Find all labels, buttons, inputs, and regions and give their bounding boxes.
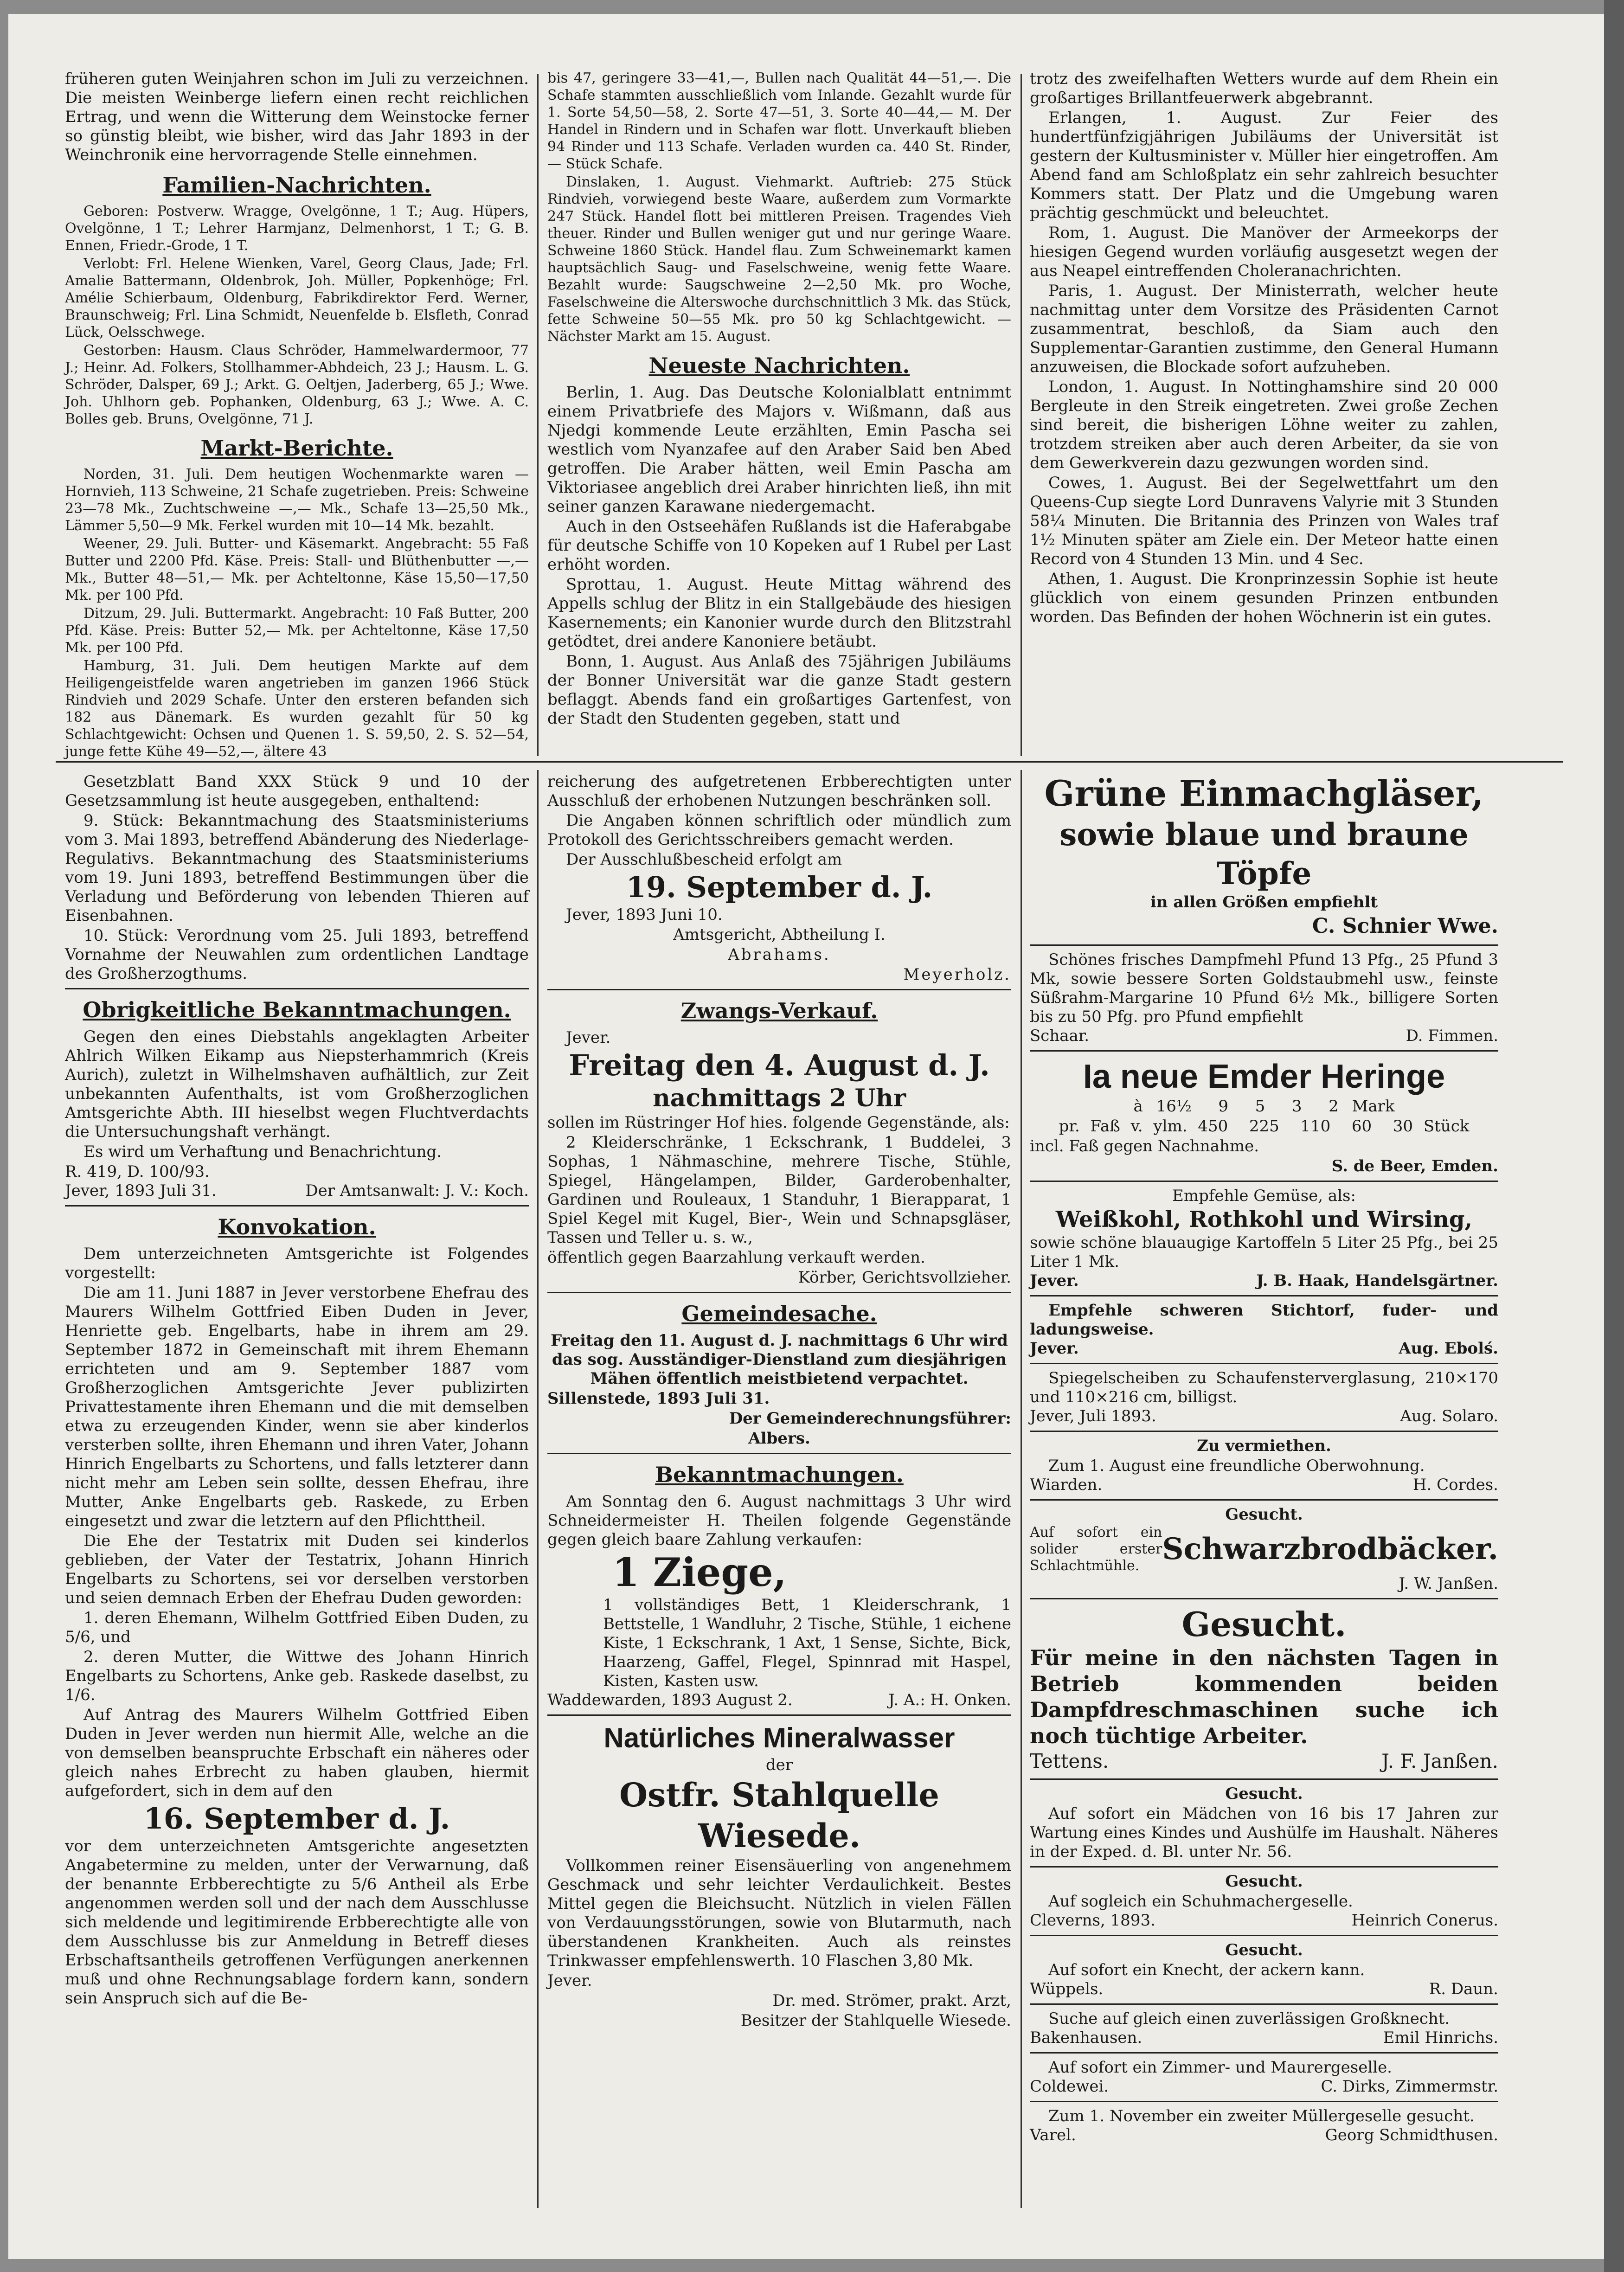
column-rule bbox=[1021, 770, 1022, 2208]
mineral-water-headline: Natürliches Mineralwasser bbox=[603, 1722, 955, 1753]
market-hamburg: Hamburg, 31. Juli. Dem heutigen Markte auf dem Heiligengeistfelde waren angetrieben im ganzen 1966 Stück Rindvieh und 2029 Schafe. Unter den ersteren befanden sich 182 aus Dänemark. Es wurden gezahlt für 50 kg Schlachtgewicht: Ochsen und Quenen 1. S. 59,50, 2. S. 52—54, junge fette Kühe 49—52,—, ältere 43 bbox=[65, 658, 529, 760]
wanted-8-text: Zum 1. November ein zweiter Müllergeselle gesucht. bbox=[1048, 2107, 1475, 2125]
market-hamburg-cont: bis 47, geringere 33—41,—, Bullen nach Qualität 44—51,—. Die Schafe stammten ausschließlich vom Inlande. Gezahlt wurde für 1. Sorte 54,50—58, 2. Sorte 47—51, 3. Sorte 40—44,— M. Der Handel in Rindern und in Schafen war flott. Unverkauft blieben 94 Rinder und 113 Schafe. Verladen wurden ca. 440 St. Rinder, — Stück Schafe. bbox=[547, 70, 1011, 172]
peat-signature: Aug. Ebolś. bbox=[1399, 1339, 1498, 1358]
market-dinslaken: Dinslaken, 1. August. Viehmarkt. Auftrieb: 275 Stück Rindvieh, vorwiegend beste Waare, außerdem zum Vormarkte 247 Stück. Handel flott bei mittleren Preisen. Tragendes Vieh theuer. Rinder und Bullen weniger gut und nur geringe Waare. Schweine 1860 Stück. Handel flau. Zum Schweinemarkt kamen hauptsächlich Saug- und Faselschweine, wenig fette Waare. Bezahlt wurde: Saugschweine 2—2,50 Mk. pro Woche, Faselschweine die Alterswoche durchschnittlich 3 Mk. das Stück, fette Schweine 50—55 Mk. pro 50 kg Schlachtgewicht. — Nächster Markt am 15. August. bbox=[547, 174, 1011, 345]
wanted-2-signature: J. F. Janßen. bbox=[1381, 1750, 1498, 1772]
column-rule bbox=[537, 770, 539, 2208]
column-3-bottom bbox=[1030, 772, 1498, 2206]
wanted-7-place: Coldewei. bbox=[1030, 2077, 1109, 2096]
flour-ad-place: Schaar. bbox=[1030, 1027, 1090, 1045]
market-norden: Norden, 31. Juli. Dem heutigen Wochenmarkte waren — Hornvieh, 113 Schweine, 21 Schafe zugetrieben. Preis: Schweine 23—78 Mk., Zuchtschweine —,— Mk., Schafe 13—25,50 Mk., Lämmer 5,50—9 Mk. Ferkel wurden mit 10—14 Mk. bezahlt. bbox=[65, 466, 529, 534]
court-place-date: Jever, 1893 Juni 10. bbox=[566, 905, 723, 924]
family-news-heading: Familien-Nachrichten. bbox=[162, 173, 431, 198]
heir-2: 2. deren Mutter, die Wittwe des Johann Hinrich Engelbarts zu Schortens, Anke geb. Raskede daselbst, zu 1/6. bbox=[65, 1648, 529, 1704]
warrant-reference: R. 419, D. 100/93. bbox=[65, 1162, 210, 1181]
herring-quantities: pr. Faß v. ylm. 450 225 110 60 30 Stück bbox=[1059, 1117, 1470, 1136]
forced-sale-place: Jever. bbox=[566, 1028, 611, 1047]
divider bbox=[1030, 1935, 1498, 1936]
section-divider bbox=[56, 761, 1563, 763]
wanted-5-text: Auf sofort ein Knecht, der ackern kann. bbox=[1048, 1961, 1365, 1979]
wanted-2-heading: Gesucht. bbox=[1181, 1605, 1347, 1644]
vegetables-place: Jever. bbox=[1030, 1271, 1079, 1290]
engagements: Verlobt: Frl. Helene Wienken, Varel, Georg Claus, Jade; Frl. Amalie Battermann, Oldenbrok, Joh. Müller, Popkenhöge; Frl. Amélie Schierbaum, Oldenburg, Fabrikdirektor Ferd. Werner, Braunschweig; Frl. Lina Schmidt, Neuenfelde b. Elsfleth, Conrad Lück, Oelsschwege. bbox=[65, 256, 529, 340]
jars-ad-line-2: sowie blaue und braune Töpfe bbox=[1059, 816, 1469, 892]
court-name: Amtsgericht, Abtheilung I. bbox=[673, 925, 886, 944]
auction-notice: Am Sonntag den 6. August nachmittags 3 Uhr wird Schneidermeister H. Theilen folgende Gegenstände gegen gleich baare Zahlung verkaufen: bbox=[547, 1492, 1011, 1549]
peat-ad: Empfehle schweren Stichtorf, fuder- und ladungsweise. bbox=[1030, 1301, 1498, 1339]
column-1-top bbox=[65, 70, 529, 760]
mineral-description: Vollkommen reiner Eisensäuerling von angenehmem Geschmack und sehr leichter Verdaulichkeit. Bestes Mittel gegen die Bleichsucht. Nützlich in vielen Fällen von Verdauungsstörungen, sowie von Blutarmuth, nach überstandenen Krankheiten. Auch als reinstes Trinkwasser empfehlenswerth. 10 Flaschen 3,80 Mk. bbox=[547, 1856, 1011, 1970]
market-weener: Weener, 29. Juli. Butter- und Käsemarkt. Angebracht: 55 Faß Butter und 2200 Pfd. Käse. Preis: Stall- und Blüthenbutter —,— Mk., Butter 48—51,— Mk. per Achteltonne, Käse 15,50—17,50 Mk. per 100 Pfd. bbox=[65, 536, 529, 603]
convocation-protocol: Die Angaben können schriftlich oder mündlich zum Protokoll des Gerichtsschreibers gemacht werden. bbox=[547, 811, 1011, 849]
news-athen: Athen, 1. August. Die Kronprinzessin Sophie ist heute glücklich von einem gesunden Prinzen entbunden worden. Das Befinden der hohen Wöchnerin ist ein gutes. bbox=[1030, 570, 1498, 626]
divider bbox=[1030, 2052, 1498, 2054]
convocation-heirs: Die Ehe der Testatrix mit Duden sei kinderlos geblieben, der Vater der Testatrix, Johann Hinrich Engelbarts zu Schortens, sei vor derselben verstorben und seien demnach Erben der Ehefrau Duden geworden: bbox=[65, 1532, 529, 1607]
municipal-place-date: Sillenstede, 1893 Juli 31. bbox=[547, 1389, 770, 1408]
forced-sale-time: nachmittags 2 Uhr bbox=[652, 1084, 906, 1112]
births: Geboren: Postverw. Wragge, Ovelgönne, 1 T.; Aug. Hüpers, Ovelgönne, 1 T.; Lehrer Harmjanz, Delmenhorst, 1 T.; G. B. Ennen, Friedr.-Grode, 1 T. bbox=[65, 203, 529, 254]
decision-date: 19. September d. J. bbox=[626, 870, 933, 904]
divider bbox=[65, 1205, 529, 1207]
news-berlin: Berlin, 1. Aug. Das Deutsche Kolonialblatt entnimmt einem Privatbriefe des Majors v. Wißmann, daß aus Njedgi kommende Leute erzählten, Emin Pascha sei westlich vom Nyanzafee auf den Araber Said ben Abed getroffen. Die Araber hätten, weil Emin Pascha am Viktoriasee angeblich drei Araber hinrichten ließ, ihn mit seiner ganzen Karawane niedergemacht. bbox=[547, 383, 1011, 516]
mineral-der: der bbox=[765, 1756, 793, 1774]
news-bonn-cont: trotz des zweifelhaften Wetters wurde auf dem Rhein ein großartiges Brillantfeuerwerk abgebrannt. bbox=[1030, 70, 1498, 107]
news-paris: Paris, 1. August. Der Ministerrath, welcher heute nachmittag unter dem Vorsitze des Präsidenten Carnot zusammentrat, beschloß, da Siam auch den Supplementar-Garantien zustimme, den General Humann anzuweisen, die Blockade sofort aufzuheben. bbox=[1030, 282, 1498, 376]
wanted-4-heading: Gesucht. bbox=[1225, 1872, 1303, 1891]
mirror-glass-ad: Spiegelscheiben zu Schaufensterverglasung, 210×170 und 110×216 cm, billigst. bbox=[1030, 1369, 1498, 1406]
rent-place: Wiarden. bbox=[1030, 1476, 1103, 1494]
warrant-text: Gegen den eines Diebstahls angeklagten Arbeiter Ahlrich Wilken Eikamp aus Niepsterhammrich (Kreis Aurich), zuletzt in Wilhelmshaven aufhältlich, zur Zeit unbekannten Aufenthalts, ist vom Großherzoglichen Amtsgerichte Abth. III hieselbst wegen Fluchtverdachts die Untersuchungshaft verhängt. bbox=[65, 1027, 529, 1141]
deaths: Gestorben: Hausm. Claus Schröder, Hammelwardermoor, 77 J.; Heinr. Ad. Folkers, Stollhammer-Abhdeich, 23 J.; Hausm. L. G. Schröder, Dalsper, 69 J.; Arkt. G. Oeltjen, Jaderberg, 65 J.; Wwe. Joh. Uhlhorn geb. Pophanken, Oldenburg, 63 J.; Wwe. A. C. Bolles geb. Bruns, Ovelgönne, 71 J. bbox=[65, 342, 529, 427]
forced-sale-intro: sollen im Rüstringer Hof hies. folgende Gegenstände, als: bbox=[547, 1113, 1010, 1132]
divider bbox=[1030, 944, 1498, 946]
divider bbox=[1030, 1431, 1498, 1432]
news-cowes: Cowes, 1. August. Bei der Segelwettfahrt um den Queens-Cup siegte Lord Dunravens Valyrie mit 3 Stunden 58¼ Minuten. Die Britannia des Prinzen von Wales traf 1½ Minuten später am Ziele ein. Der Meteor hatte einen Record von 4 Stunden 13 Min. und 4 Sec. bbox=[1030, 474, 1498, 568]
auction-place-date: Waddewarden, 1893 August 2. bbox=[547, 1691, 793, 1709]
wanted-5-place: Wüppels. bbox=[1030, 1980, 1104, 1998]
wanted-6-place: Bakenhausen. bbox=[1030, 2028, 1143, 2047]
mirror-glass-signature: Aug. Solaro. bbox=[1400, 1407, 1498, 1425]
convocation-decision: Der Ausschlußbescheid erfolgt am bbox=[566, 850, 842, 869]
divider bbox=[1030, 1778, 1498, 1780]
wanted-8-signature: Georg Schmidthusen. bbox=[1325, 2126, 1498, 2144]
convocation-body: Die am 11. Juni 1887 in Jever verstorbene Ehefrau des Maurers Wilhelm Gottfried Eiben Duden in Jever, Henriette geb. Engelbarts, habe in ihrem am 29. September 1872 in Gemeinschaft mit ihrem Ehemann errichteten und am 9. September 1887 vom Großherzoglichen Amtsgerichte Jever publizirten Privattestamente ihren Ehemann und die mit demselben etwa zu erzeugenden Kinder, wenn sie aber kinderlos versterben sollte, ihren Ehemann und ihren Vater, Johann Hinrich Engelbarts zu Schortens, und falls letzterer dann nicht mehr am Leben sein sollte, dessen Ehefrau, ihre Mutter, Anke Engelbarts geb. Raskede, zu Erben eingesetzt und zwar die letztern auf den Pflichttheil. bbox=[65, 1284, 529, 1530]
news-rom: Rom, 1. August. Die Manöver der Armeekorps der hiesigen Gegend wurden vorläufig ausgesetzt wegen der aus Neapel eintreffenden Choleranachrichten. bbox=[1030, 224, 1498, 280]
rent-heading: Zu vermiethen. bbox=[1197, 1437, 1331, 1455]
wanted-6-text: Suche auf gleich einen zuverlässigen Großknecht. bbox=[1048, 2009, 1450, 2028]
rent-signature: H. Cordes. bbox=[1412, 1476, 1498, 1494]
divider bbox=[1030, 1598, 1498, 1599]
column-2-top bbox=[547, 70, 1011, 751]
market-ditzum: Ditzum, 29. Juli. Buttermarkt. Angebracht: 10 Faß Butter, 200 Pfd. Käse. Preis: Butter 52,— Mk. per Achteltonne, Käse 17,50 Mk. per 100 Pfd. bbox=[65, 605, 529, 656]
official-notices-heading: Obrigkeitliche Bekanntmachungen. bbox=[83, 997, 511, 1022]
court-judge: Abrahams. bbox=[728, 945, 831, 964]
wanted-5-heading: Gesucht. bbox=[1225, 1941, 1303, 1959]
convocation-date: 16. September d. J. bbox=[143, 1802, 450, 1836]
divider bbox=[547, 1453, 1011, 1454]
herring-terms: incl. Faß gegen Nachnahme. bbox=[1030, 1137, 1259, 1155]
peat-place: Jever. bbox=[1030, 1339, 1079, 1358]
vegetables-intro: Empfehle Gemüse, als: bbox=[1172, 1187, 1356, 1205]
divider bbox=[1030, 2003, 1498, 2005]
column-rule bbox=[537, 74, 539, 756]
warrant-signature: Der Amtsanwalt: J. V.: Koch. bbox=[305, 1181, 529, 1200]
wanted-7-signature: C. Dirks, Zimmermstr. bbox=[1321, 2077, 1498, 2096]
wanted-3-text: Auf sofort ein Mädchen von 16 bis 17 Jahren zur Wartung eines Kindes und Aushülfe im Haushalt. Näheres in der Exped. d. Bl. unter Nr. 56. bbox=[1030, 1804, 1498, 1861]
column-2-bottom bbox=[547, 772, 1011, 2206]
warrant-place-date: Jever, 1893 Juli 31. bbox=[65, 1181, 217, 1200]
municipal-name: Albers. bbox=[748, 1429, 810, 1448]
column-rule bbox=[1021, 74, 1022, 756]
forced-sale-date: Freitag den 4. August d. J. bbox=[569, 1048, 990, 1082]
court-clerk: Meyerholz. bbox=[903, 965, 1011, 984]
wanted-4-signature: Heinrich Conerus. bbox=[1351, 1911, 1498, 1930]
wanted-2-place: Tettens. bbox=[1030, 1750, 1109, 1772]
divider bbox=[547, 1714, 1011, 1716]
gesetzblatt-intro: Gesetzblatt Band XXX Stück 9 und 10 der Gesetzsammlung ist heute ausgegeben, enthaltend: bbox=[65, 772, 529, 810]
wanted-8-place: Varel. bbox=[1030, 2126, 1076, 2144]
news-erlangen: Erlangen, 1. August. Zur Feier des hundertfünfzigjährigen Jubiläums der Universität ist gestern der Kultusminister v. Müller hier eingetroffen. Am Abend fand am Schloßplatz ein sehr zahlreich besuchter Kommers statt. Der Platz und die Umgebung waren prächtig geschmückt und beleuchtet. bbox=[1030, 109, 1498, 222]
market-reports-heading: Markt-Berichte. bbox=[200, 436, 393, 461]
wanted-1-signature: J. W. Janßen. bbox=[1399, 1574, 1498, 1593]
municipal-notice: Freitag den 11. August d. J. nachmittags 6 Uhr wird das sog. Ausständiger-Dienstland zum diesjährigen Mähen öffentlich meistbietend verpachtet. bbox=[551, 1331, 1008, 1388]
divider bbox=[1030, 1050, 1498, 1052]
vegetables-text: sowie schöne blauaugige Kartoffeln 5 Liter 25 Pfg., bei 25 Liter 1 Mk. bbox=[1030, 1233, 1498, 1271]
divider bbox=[65, 988, 529, 989]
flour-ad-signature: D. Fimmen. bbox=[1406, 1027, 1498, 1045]
convocation-terms: vor dem unterzeichneten Amtsgerichte angesetzten Angabetermine zu melden, unter der Verwarnung, daß der benannte Erbberechtigte zu 5/6 Antheil als Erbe angenommen werden soll und der nach dem Ausschlusse sich meldende und legitimirende Erbberechtigte alle von dem Ausschlusse bis zur Anmeldung in Betreff dieses Erbschaftsantheils getroffenen Verfügungen anerkennen muß und ohne Rechnungsablage fordern kann, sondern sein Anspruch sich auf die Be- bbox=[65, 1837, 529, 2008]
news-london: London, 1. August. In Nottinghamshire sind 20 000 Bergleute in den Streik eingetreten. Zwei große Zechen sind bereit, die bisherigen Löhne weiter zu zahlen, trotzdem streiken aber auch deren Arbeiter, da sie von dem Gewerkverein dazu gezwungen worden sind. bbox=[1030, 378, 1498, 472]
vegetables-headline: Weißkohl, Rothkohl und Wirsing, bbox=[1055, 1207, 1473, 1232]
convocation-cont: reicherung des aufgetretenen Erbberechtigten unter Ausschluß der erhobenen Nutzungen beschränken soll. bbox=[547, 772, 1011, 810]
jars-ad-line-3: in allen Größen empfiehlt bbox=[1150, 893, 1378, 911]
warrant-request: Es wird um Verhaftung und Benachrichtung. bbox=[83, 1142, 442, 1161]
wanted-2-text: Für meine in den nächsten Tagen in Betrieb kommenden beiden Dampfdreschmaschinen suche ich noch tüchtige Arbeiter. bbox=[1030, 1645, 1498, 1748]
flour-ad: Schönes frisches Dampfmehl Pfund 13 Pfg., 25 Pfund 3 Mk, sowie bessere Sorten Goldstaubmehl usw., feinste Süßrahm-Margarine 10 Pfund 6½ Mk., billigere Sorten bis zu 50 Pfg. pro Pfund empfiehlt bbox=[1030, 950, 1498, 1026]
jars-ad-line-1: Grüne Einmachgläser, bbox=[1044, 773, 1484, 814]
news-sprottau: Sprottau, 1. August. Heute Mittag während des Appells schlug der Blitz in ein Stallgebäude des hiesigen Kasernements; ein Kanonier wurde durch den Blitzstrahl getödtet, drei andere Kanoniere betäubt. bbox=[547, 575, 1011, 651]
divider bbox=[1030, 1181, 1498, 1182]
forced-sale-heading: Zwangs-Verkauf. bbox=[680, 998, 878, 1023]
convocation-heading: Konvokation. bbox=[218, 1214, 376, 1239]
forced-sale-signature: Körber, Gerichtsvollzieher. bbox=[798, 1268, 1011, 1287]
wanted-4-text: Auf sogleich ein Schuhmachergeselle. bbox=[1048, 1892, 1353, 1911]
heir-1: 1. deren Ehemann, Wilhelm Gottfried Eiben Duden, zu 5/6, und bbox=[65, 1609, 529, 1646]
wanted-6-signature: Emil Hinrichs. bbox=[1383, 2028, 1498, 2047]
gesetzblatt-stueck-9: 9. Stück: Bekanntmachung des Staatsministeriums vom 3. Mai 1893, betreffend Abänderung des Niederlage-Regulativs. Bekanntmachung des Staatsministeriums vom 19. Juni 1893, betreffend Bestimmungen über die Verladung und Beförderung von lebenden Thieren auf Eisenbahnen. bbox=[65, 811, 529, 925]
wine-paragraph: früheren guten Weinjahren schon im Juli zu verzeichnen. Die meisten Weinberge liefern einen recht reichlichen Ertrag, und wenn die Witterung dem Weinstocke ferner so günstig bleibt, wie bisher, wird das Jahr 1893 in der Weinchronik eine hervorragende Stelle einnehmen. bbox=[65, 70, 529, 164]
mineral-place: Jever. bbox=[547, 1971, 592, 1990]
divider bbox=[547, 989, 1011, 990]
convocation-request: Auf Antrag des Maurers Wilhelm Gottfried Eiben Duden in Jever werden nun hiermit Alle, welche an die von demselben beanspruchte Erbschaft ein näheres oder gleich nahes Erbrecht zu haben glauben, hiermit aufgefordert, sich in dem auf den bbox=[65, 1706, 529, 1800]
divider bbox=[1030, 1295, 1498, 1296]
wanted-3-heading: Gesucht. bbox=[1225, 1784, 1303, 1803]
wanted-5-signature: R. Daun. bbox=[1429, 1980, 1498, 1998]
herring-prices: à 16½ 9 5 3 2 Mark bbox=[1133, 1097, 1395, 1116]
spring-name: Ostfr. Stahlquelle Wiesede. bbox=[619, 1776, 939, 1855]
rent-text: Zum 1. August eine freundliche Oberwohnung. bbox=[1048, 1457, 1425, 1475]
vegetables-signature: J. B. Haak, Handelsgärtner. bbox=[1256, 1271, 1498, 1290]
column-1-bottom bbox=[65, 772, 529, 2206]
gesetzblatt-stueck-10: 10. Stück: Verordnung vom 25. Juli 1893, betreffend Vornahme der Neuwahlen zum ordentlichen Landtage des Großherzogthums. bbox=[65, 926, 529, 983]
auction-signature: J. A.: H. Onken. bbox=[888, 1691, 1011, 1709]
municipal-official: Der Gemeinderechnungsführer: bbox=[729, 1409, 1011, 1428]
divider bbox=[1030, 1499, 1498, 1501]
column-3-top bbox=[1030, 70, 1498, 751]
goat-headline: 1 Ziege, bbox=[612, 1549, 787, 1595]
book-edge bbox=[1604, 0, 1624, 2272]
jars-ad-signature: C. Schnier Wwe. bbox=[1312, 914, 1498, 938]
wanted-7-text: Auf sofort ein Zimmer- und Maurergeselle. bbox=[1048, 2058, 1392, 2077]
divider bbox=[547, 1292, 1011, 1293]
forced-sale-items: 2 Kleiderschränke, 1 Eckschrank, 1 Buddelei, 3 Sophas, 1 Nähmaschine, mehrere Tische, Stühle, Spiegel, Hängelampen, Bilder, Garderobenhalter, Gardinen und Rouleaux, 1 Standuhr, 1 Bierapparat, 1 Spiel Kegel mit Kugel, Bier-, Wein und Schnapsgläser, Tassen und Teller u. s. w., bbox=[547, 1133, 1011, 1247]
news-bonn: Bonn, 1. August. Aus Anlaß des 75jährigen Jubiläums der Bonner Universität war die ganze Stadt gestern beflaggt. Abends fand ein großartiges Gartenfest, von der Stadt den Studenten gegeben, statt und bbox=[547, 652, 1011, 728]
auction-items: 1 vollständiges Bett, 1 Kleiderschrank, 1 Bettstelle, 1 Wandluhr, 2 Tische, Stühle, 1 eichene Kiste, 1 Eckschrank, 1 Axt, 1 Sense, Sichte, Bick, Haarzeng, Gaffel, Flegel, Spinnrad mit Haspel, Kisten, Kasten usw. bbox=[603, 1596, 1011, 1690]
divider bbox=[1030, 1363, 1498, 1364]
wanted-1-text: Auf sofort ein solider erster Schlachtmühle. bbox=[1030, 1524, 1162, 1574]
herring-headline: Ia neue Emder Heringe bbox=[1083, 1058, 1445, 1095]
herring-signature: S. de Beer, Emden. bbox=[1331, 1157, 1498, 1175]
wanted-1-headline: Schwarzbrodbäcker. bbox=[1162, 1532, 1498, 1566]
convocation-intro: Dem unterzeichneten Amtsgerichte ist Folgendes vorgestellt: bbox=[65, 1245, 529, 1282]
mirror-glass-place: Jever, Juli 1893. bbox=[1030, 1407, 1156, 1425]
municipal-heading: Gemeindesache. bbox=[681, 1301, 877, 1326]
wanted-4-place: Cleverns, 1893. bbox=[1030, 1911, 1155, 1930]
latest-news-heading: Neueste Nachrichten. bbox=[648, 353, 910, 378]
divider bbox=[1030, 2101, 1498, 2102]
mineral-signature-2: Besitzer der Stahlquelle Wiesede. bbox=[740, 2011, 1011, 2030]
forced-sale-terms: öffentlich gegen Baarzahlung verkauft werden. bbox=[547, 1248, 925, 1267]
mineral-signature: Dr. med. Strömer, prakt. Arzt, bbox=[772, 1991, 1011, 2010]
divider bbox=[1030, 1866, 1498, 1868]
news-ostsee: Auch in den Ostseehäfen Rußlands ist die Haferabgabe für deutsche Schiffe von 10 Kopeken auf 1 Rubel per Last erhöht worden. bbox=[547, 517, 1011, 574]
wanted-1-heading: Gesucht. bbox=[1225, 1505, 1303, 1524]
announcements-heading: Bekanntmachungen. bbox=[655, 1462, 904, 1487]
